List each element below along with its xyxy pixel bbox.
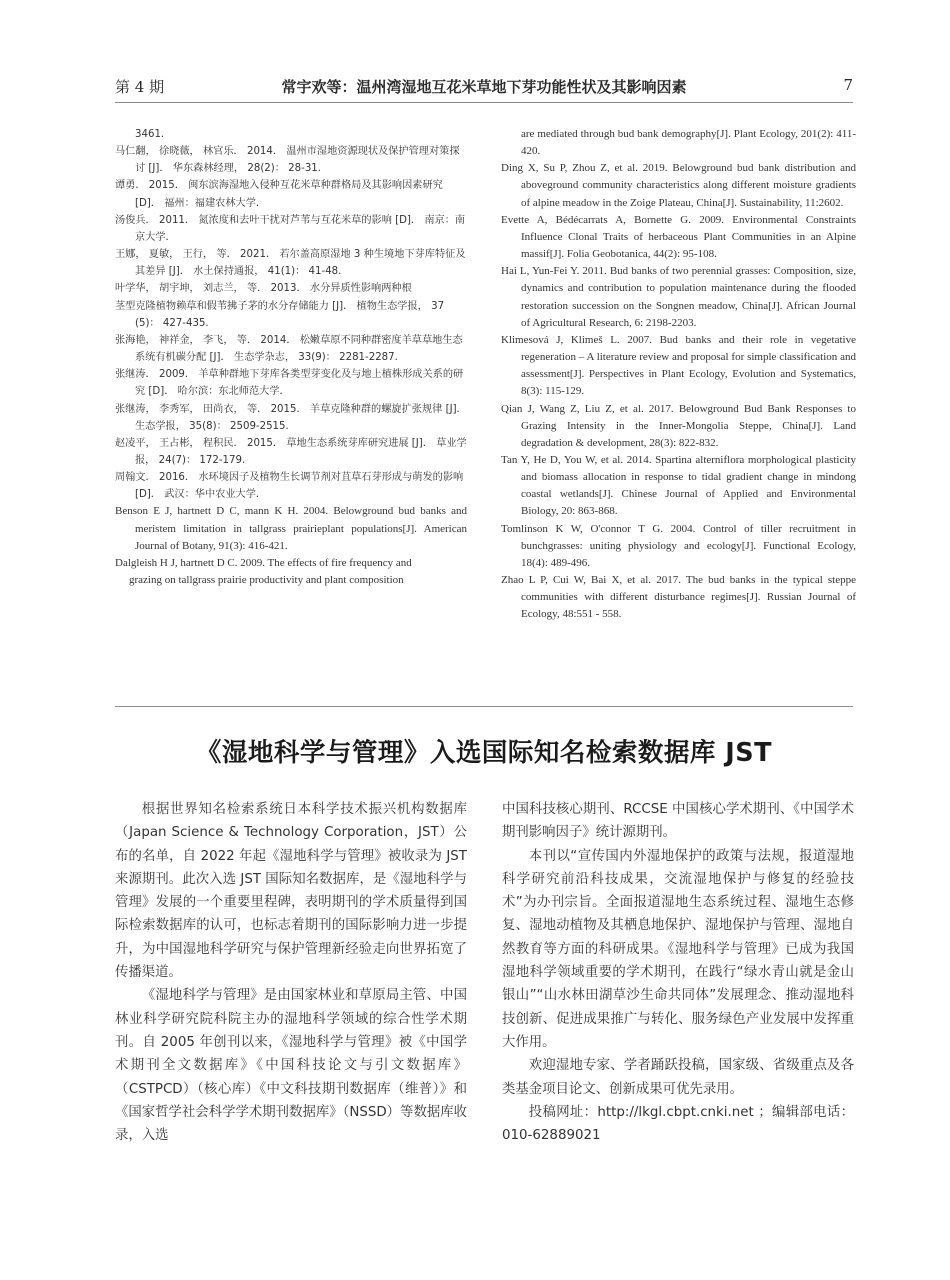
- reference-item: Klimesová J, Klimeš L. 2007. Bud banks and their role in vegetative regeneration – A literature review and proposal for simple classification and assessment[J]. Perspectives in Plant Ecology, Evolution and Systematics, 8(3): 115-129.: [501, 333, 856, 398]
- submission-contact: 投稿网址：http://lkgl.cbpt.cnki.net ；编辑部电话：010-62889021: [502, 1104, 854, 1144]
- reference-item: Qian J, Wang Z, Liu Z, et al. 2017. Belowground Bud Bank Responses to Grazing Intensity in the Inner-Mongolia Steppe, China[J]. Land degradation & development, 28(3): 822-832.: [501, 402, 856, 449]
- reference-item: 马仁翻， 徐晓薇， 林官乐． 2014． 温州市湿地资源现状及保护管理对策探讨 [J]． 华东森林经理， 28(2)： 28-31.: [115, 146, 460, 175]
- announcement-title: 《湿地科学与管理》入选国际知名检索数据库 JST: [195, 738, 773, 768]
- reference-item: 张继涛， 李秀军， 田尚衣， 等． 2015． 羊草克隆种群的螺旋扩张规律 [J]． 生态学报， 35(8)： 2509-2515.: [115, 403, 467, 432]
- page-number: 7: [843, 76, 853, 94]
- reference-item: Zhao L P, Cui W, Bai X, et al. 2017. The bud banks in the typical steppe communities with different disturbance regimes[J]. Russian Journal of Ecology, 48:551 - 558.: [501, 574, 856, 621]
- header-rule: [115, 102, 853, 103]
- references-right-column: [501, 126, 856, 624]
- reference-item: 王娜， 夏敏， 王行， 等． 2021． 若尔盖高原湿地 3 种生境地下芽库特征及其差异 [J]． 水土保持通报， 41(1)： 41-48.: [115, 249, 466, 278]
- reference-item: 叶学华， 胡宇坤， 刘志兰， 等． 2013． 水分异质性影响两种根: [115, 283, 412, 295]
- reference-item: Benson E J, hartnett D C, mann K H. 2004. Belowground bud banks and meristem limitation in tallgrass prairieplant populations[J]. American Journal of Botany, 91(3): 416-421.: [115, 505, 467, 552]
- reference-item: 谭勇． 2015． 闽东滨海湿地入侵种互花米草种群格局及其影响因素研究 [D]． 福州：福建农林大学．: [115, 180, 443, 209]
- announcement-paragraph: 《湿地科学与管理》是由国家林业和草原局主管、中国林业科学研究院科院主办的湿地科学领域的综合性学术期刊。自 2005 年创刊以来，《湿地科学与管理》被《中国学术期刊全文数据库》《中国科技论文与引文数据库》（CSTPCD）（核心库）《中文科技期刊数据库（维普）》和《国家哲学社会科学学术期刊数据库》（NSSD）等数据库收录，入选: [115, 988, 468, 1144]
- reference-item: Evette A, Bédécarrats A, Bornette G. 2009. Environmental Constraints Influence Clonal Traits of herbaceous Plant Communities in an Alpine massif[J]. Folia Geobotanica, 44(2): 95-108.: [501, 213, 856, 261]
- issue-number: 第 4 期: [115, 78, 165, 96]
- reference-item: 张继涛． 2009． 羊草种群地下芽库各类型芽变化及与地上植株形成关系的研究 [D]． 哈尔滨：东北师范大学．: [115, 369, 464, 398]
- reference-item: Hai L, Yun-Fei Y. 2011. Bud banks of two perennial grasses: Composition, size, dynamics and contribution to population maintenance during the flooded restoration succession on the Songnen meadow, China[J]. African Journal of Agricultural Research, 6: 2198-2203.: [501, 265, 856, 329]
- running-header: [115, 74, 853, 100]
- announcement-left-column: [115, 798, 467, 1147]
- reference-item: grazing on tallgrass prairie productivity and plant composition: [129, 574, 404, 587]
- reference-item: Ding X, Su P, Zhou Z, et al. 2019. Belowground bud bank distribution and aboveground community characteristics along different moisture gradients of alpine meadow in the Zoige Plateau, China[J]. Sustainability, 11:2602.: [501, 162, 856, 209]
- reference-item: Tomlinson K W, O'connor T G. 2004. Control of tiller recruitment in bunchgrasses: uniting physiology and ecology[J]. Functional Ecology, 18(4): 489-496.: [501, 522, 856, 569]
- reference-item: 汤俊兵． 2011． 氮浓度和去叶干扰对芦苇与互花米草的影响 [D]． 南京：南京大学．: [115, 214, 466, 243]
- announcement-paragraph: 根据世界知名检索系统日本科学技术振兴机构数据库（Japan Science & Technology Corporation，JST）公布的名单，自 2022 年起《湿地科学与管理》被收录为 JST 来源期刊。此次入选 JST 国际知名数据库，是《湿地科学与管理》发展的一个重要里程碑，表明期刊的学术质量得到国际检索数据库的认可，也标志着期刊的国际影响力进一步提升，为中国湿地科学研究与保护管理新经验走向世界拓宽了传播渠道。: [115, 802, 467, 981]
- reference-item: Dalgleish H J, hartnett D C. 2009. The effects of fire frequency and: [115, 556, 412, 569]
- announcement-paragraph: 中国科技核心期刊、RCCSE 中国核心学术期刊、《中国学术期刊影响因子》统计源期刊。: [502, 802, 854, 841]
- reference-item: Tan Y, He D, You W, et al. 2014. Spartina alterniflora morphological plasticity and biomass allocation in response to tidal gradient change in mindong coastal wetlands[J]. Chinese Journal of Applied and Environmental Biology, 20: 863-868.: [501, 453, 856, 518]
- announcement-paragraph: 欢迎湿地专家、学者踊跃投稿，国家级、省级重点及各类基金项目论文、创新成果可优先录用。: [502, 1058, 854, 1097]
- reference-item: 周翰文． 2016． 水环境因子及植物生长调节剂对苴草石芽形成与萌发的影响 [D]． 武汉：华中农业大学．: [115, 472, 464, 501]
- reference-item: are mediated through bud bank demography[J]. Plant Ecology, 201(2): 411-420.: [521, 128, 856, 158]
- reference-item: 赵凌平， 王占彬， 程积民． 2015． 草地生态系统芽库研究进展 [J]． 草业学报， 24(7)： 172-179.: [115, 437, 467, 466]
- announcement-right-column: [502, 798, 854, 1147]
- references-left-column: [115, 126, 467, 589]
- reference-item: 3461.: [135, 129, 165, 140]
- announcement-paragraph: 本刊以“宣传国内外湿地保护的政策与法规，报道湿地科学研究前沿科技成果，交流湿地保护与修复的经验技术”为办刊宗旨。全面报道湿地生态系统过程、湿地生态修复、湿地动植物及其栖息地保护、湿地保护与管理、湿地自然教育等方面的科研成果。《湿地科学与管理》已成为我国湿地科学领域重要的学术期刊，在践行“绿水青山就是金山银山”“山水林田湖草沙生命共同体”发展理念、推动湿地科技创新、促进成果推广与转化、服务绿色产业发展中发挥重大作用。: [502, 848, 854, 1050]
- section-divider: [115, 706, 853, 707]
- reference-item: 茎型克隆植物赖草和假苇拂子茅的水分存储能力 [J]． 植物生态学报， 37(5)： 427-435.: [115, 300, 445, 329]
- running-title: 常宇欢等：温州湾湿地互花米草地下芽功能性状及其影响因素: [281, 78, 687, 96]
- reference-item: 张海艳， 神祥金， 李飞， 等． 2014． 松嫩草原不同种群密度羊草草地生态系统有机碳分配 [J]． 生态学杂志， 33(9)： 2281-2287.: [115, 334, 463, 364]
